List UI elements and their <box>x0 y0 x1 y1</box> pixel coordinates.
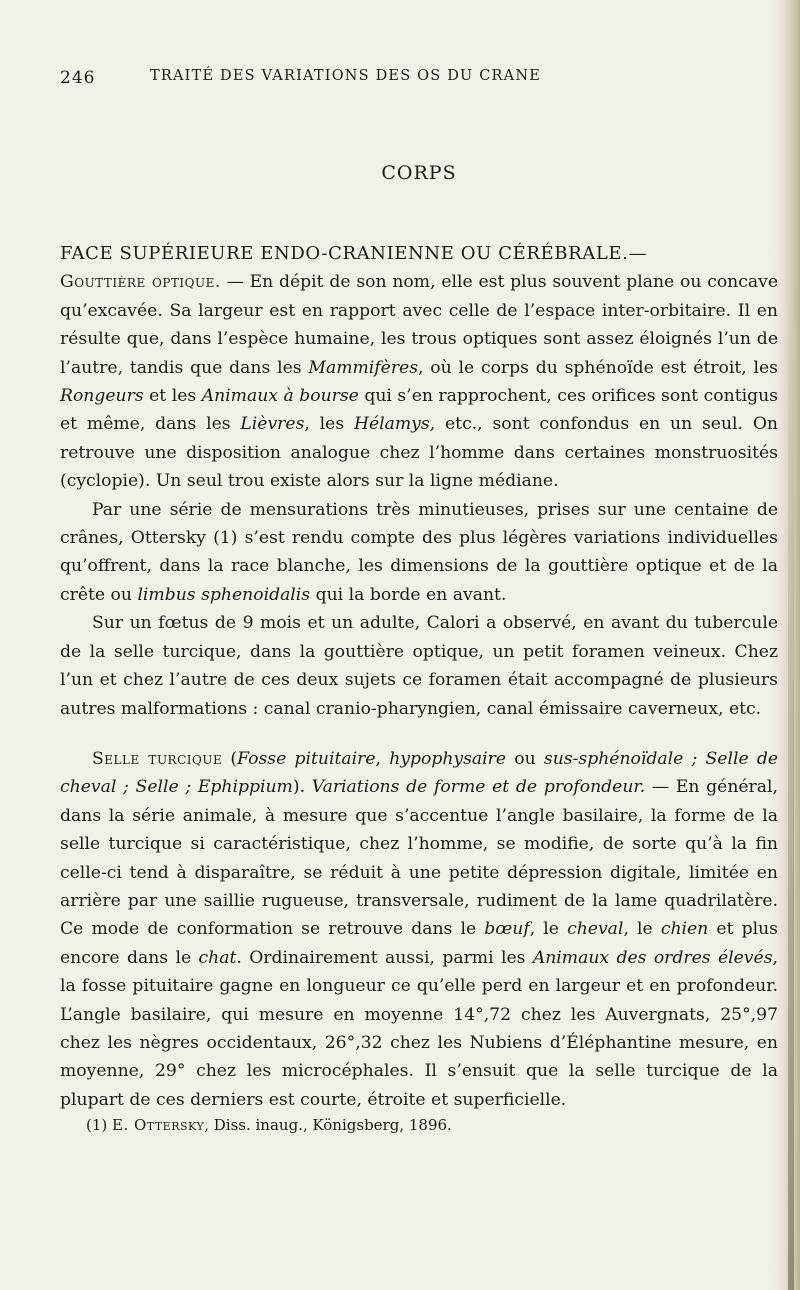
paragraph-selle-turcique: Selle turcique (Fosse pituitaire, hypophysaire ou sus-sphénoïdale ; Selle de cheval ; Selle ; Ephippium). Variations de forme et de profondeur. — En général, dans la série animale, à mesure que s’accentue l’angle basilaire, la forme de la selle turcique si caractéristique, chez l’homme, se modifie, de sorte qu’à la fin celle-ci tend à disparaître, se réduit à une petite dépression digitale, limitée en arrière par une saillie rugueuse, transversale, rudiment de la lame quadrilatère. Ce mode de conformation se retrouve dans le bœuf, le cheval, le chien et plus encore dans le chat. Ordinairement aussi, parmi les Animaux des ordres élevés, la fosse pituitaire gagne en longueur ce qu’elle perd en largeur et en profondeur. L’angle basilaire, qui mesure en moyenne 14°,72 chez les Auvergnats, 25°,97 chez les nègres occidentaux, 26°,32 chez les Nubiens d’Éléphantine mesure, en moyenne, 29° chez les microcéphales. Il s’ensuit que la selle turcique de la plupart de ces derniers est courte, étroite et superficielle. <box>60 748 778 1110</box>
footnote-author: E. Ottersky <box>112 1116 205 1135</box>
subsection-heading: FACE SUPÉRIEURE ENDO-CRANIENNE OU CÉRÉBRALE.— <box>60 243 648 264</box>
page-number: 246 <box>60 68 96 88</box>
paragraph-gouttiere-optique: FACE SUPÉRIEURE ENDO-CRANIENNE OU CÉRÉBRALE.— Gouttière optique. — En dépit de son nom, elle est plus souvent plane ou concave qu’excavée. Sa largeur est en rapport avec celle de l’espace inter-orbitaire. Il en résulte que, dans l’espèce humaine, les trous optiques sont assez éloignés l’un de l’autre, tandis que dans les Mammifères, où le corps du sphénoïde est étroit, les Rongeurs et les Animaux à bourse qui s’en rapprochent, ces orifices sont contigus et même, dans les Lièvres, les Hélamys, etc., sont confondus en un seul. On retrouve une disposition analogue chez l’homme dans certaines monstruosités (cyclopie). Un seul trou existe alors sur la ligne médiane. <box>60 243 778 492</box>
paragraph-ottersky: Par une série de mensurations très minutieuses, prises sur une centaine de crânes, Ottersky (1) s’est rendu compte des plus légères variations individuelles qu’offrent, dans la race blanche, les dimensions de la gouttière optique et de la crête ou limbus sphenoidalis qui la borde en avant. <box>60 499 778 605</box>
page-edge-stain <box>788 280 794 1290</box>
footnote: (1) E. Ottersky, Diss. inaug., Königsberg, 1896. <box>86 1116 452 1135</box>
body-text <box>60 240 778 1136</box>
paragraph-calori: Sur un fœtus de 9 mois et un adulte, Calori a observé, en avant du tubercule de la selle turcique, dans la gouttière optique, un petit foramen veineux. Chez l’un et chez l’autre de ces deux sujets ce foramen était accompagné de plusieurs autres malformations : canal cranio-pharyngien, canal émissaire caverneux, etc. <box>60 613 778 719</box>
paragraph-lead: Gouttière optique. <box>60 272 221 293</box>
paragraph-lead: Selle turcique <box>92 748 223 769</box>
book-page <box>60 62 778 1136</box>
section-title: CORPS <box>381 162 457 184</box>
running-head <box>60 62 778 92</box>
running-title: TRAITÉ DES VARIATIONS DES OS DU CRANE <box>150 68 541 84</box>
